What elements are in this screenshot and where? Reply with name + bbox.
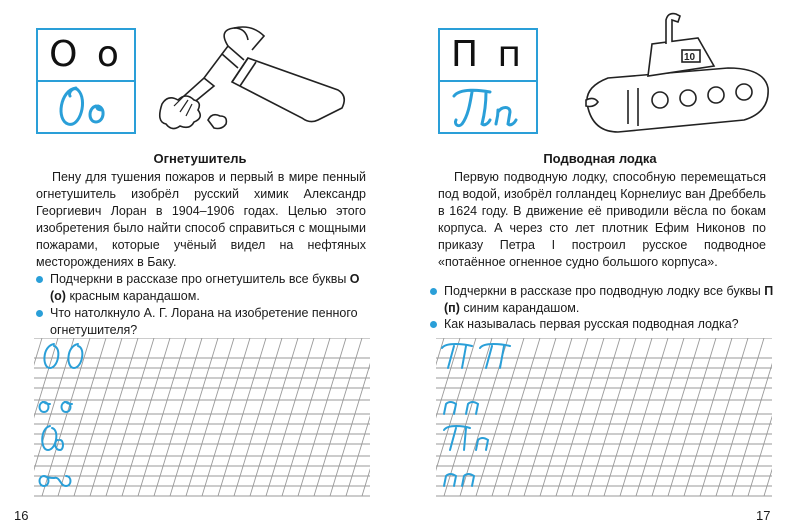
letter-p-print: П п: [450, 34, 526, 75]
story-text: Пену для тушения пожаров и первый в мире пенный огнетушитель изобрёл русский химик Александр Георгиевич Лоран в 1904–1906 годах. Целью этого изобретения было найти способ справиться с мощными пожарами, которые учёный видел на нефтяных месторождениях в Баку.: [36, 170, 366, 269]
task-text: Подчеркни в рассказе про огнетушитель все буквы: [50, 272, 350, 286]
task-text: Подчеркни в рассказе про подводную лодку все буквы: [444, 284, 765, 298]
task-question: [36, 305, 366, 339]
page-number: 16: [14, 508, 29, 523]
page-number: 17: [756, 508, 771, 523]
task-text-end: красным карандашом.: [65, 289, 200, 303]
task-question-text: Как называлась первая русская подводная лодка?: [444, 317, 739, 331]
bullet-icon: [36, 310, 43, 317]
submarine-number: 10: [684, 52, 696, 63]
task-question: [430, 316, 780, 333]
handwriting-grid: [436, 338, 772, 498]
task-bold-letters: П (п): [444, 284, 774, 315]
task-text-end: синим карандашом.: [459, 301, 580, 315]
letter-card-o: [36, 28, 136, 134]
letter-card-p: [438, 28, 538, 134]
fire-extinguisher-icon: [148, 20, 368, 140]
handwriting-grid: [34, 338, 370, 498]
task-bold-letters: О (о): [50, 272, 360, 303]
task-underline: [36, 271, 366, 305]
letter-o-print: О о: [49, 34, 123, 75]
task-question-text: Что натолкнуло А. Г. Лорана на изобретение пенного огнетушителя?: [50, 306, 358, 337]
story-title: Подводная лодка: [543, 151, 657, 166]
cursive-o-icon: [38, 80, 133, 132]
right-page: [400, 0, 800, 531]
bullet-icon: [430, 288, 437, 295]
story-text: Первую подводную лодку, способную перемещаться под водой, изобрёл голландец Корнелиус ван Дреббель в 1624 году. В движение её приводили вёсла по бокам корпуса. А через сто лет плотник Ефим Никонов по приказу Петра I построил русское подводное «потаённое огненное судно большого корпуса».: [438, 170, 766, 269]
bullet-icon: [430, 321, 437, 328]
bullet-icon: [36, 276, 43, 283]
task-underline: [430, 283, 780, 317]
submarine-icon: [568, 8, 778, 143]
cursive-p-icon: [440, 80, 535, 132]
story-title: Огнетушитель: [153, 151, 247, 166]
